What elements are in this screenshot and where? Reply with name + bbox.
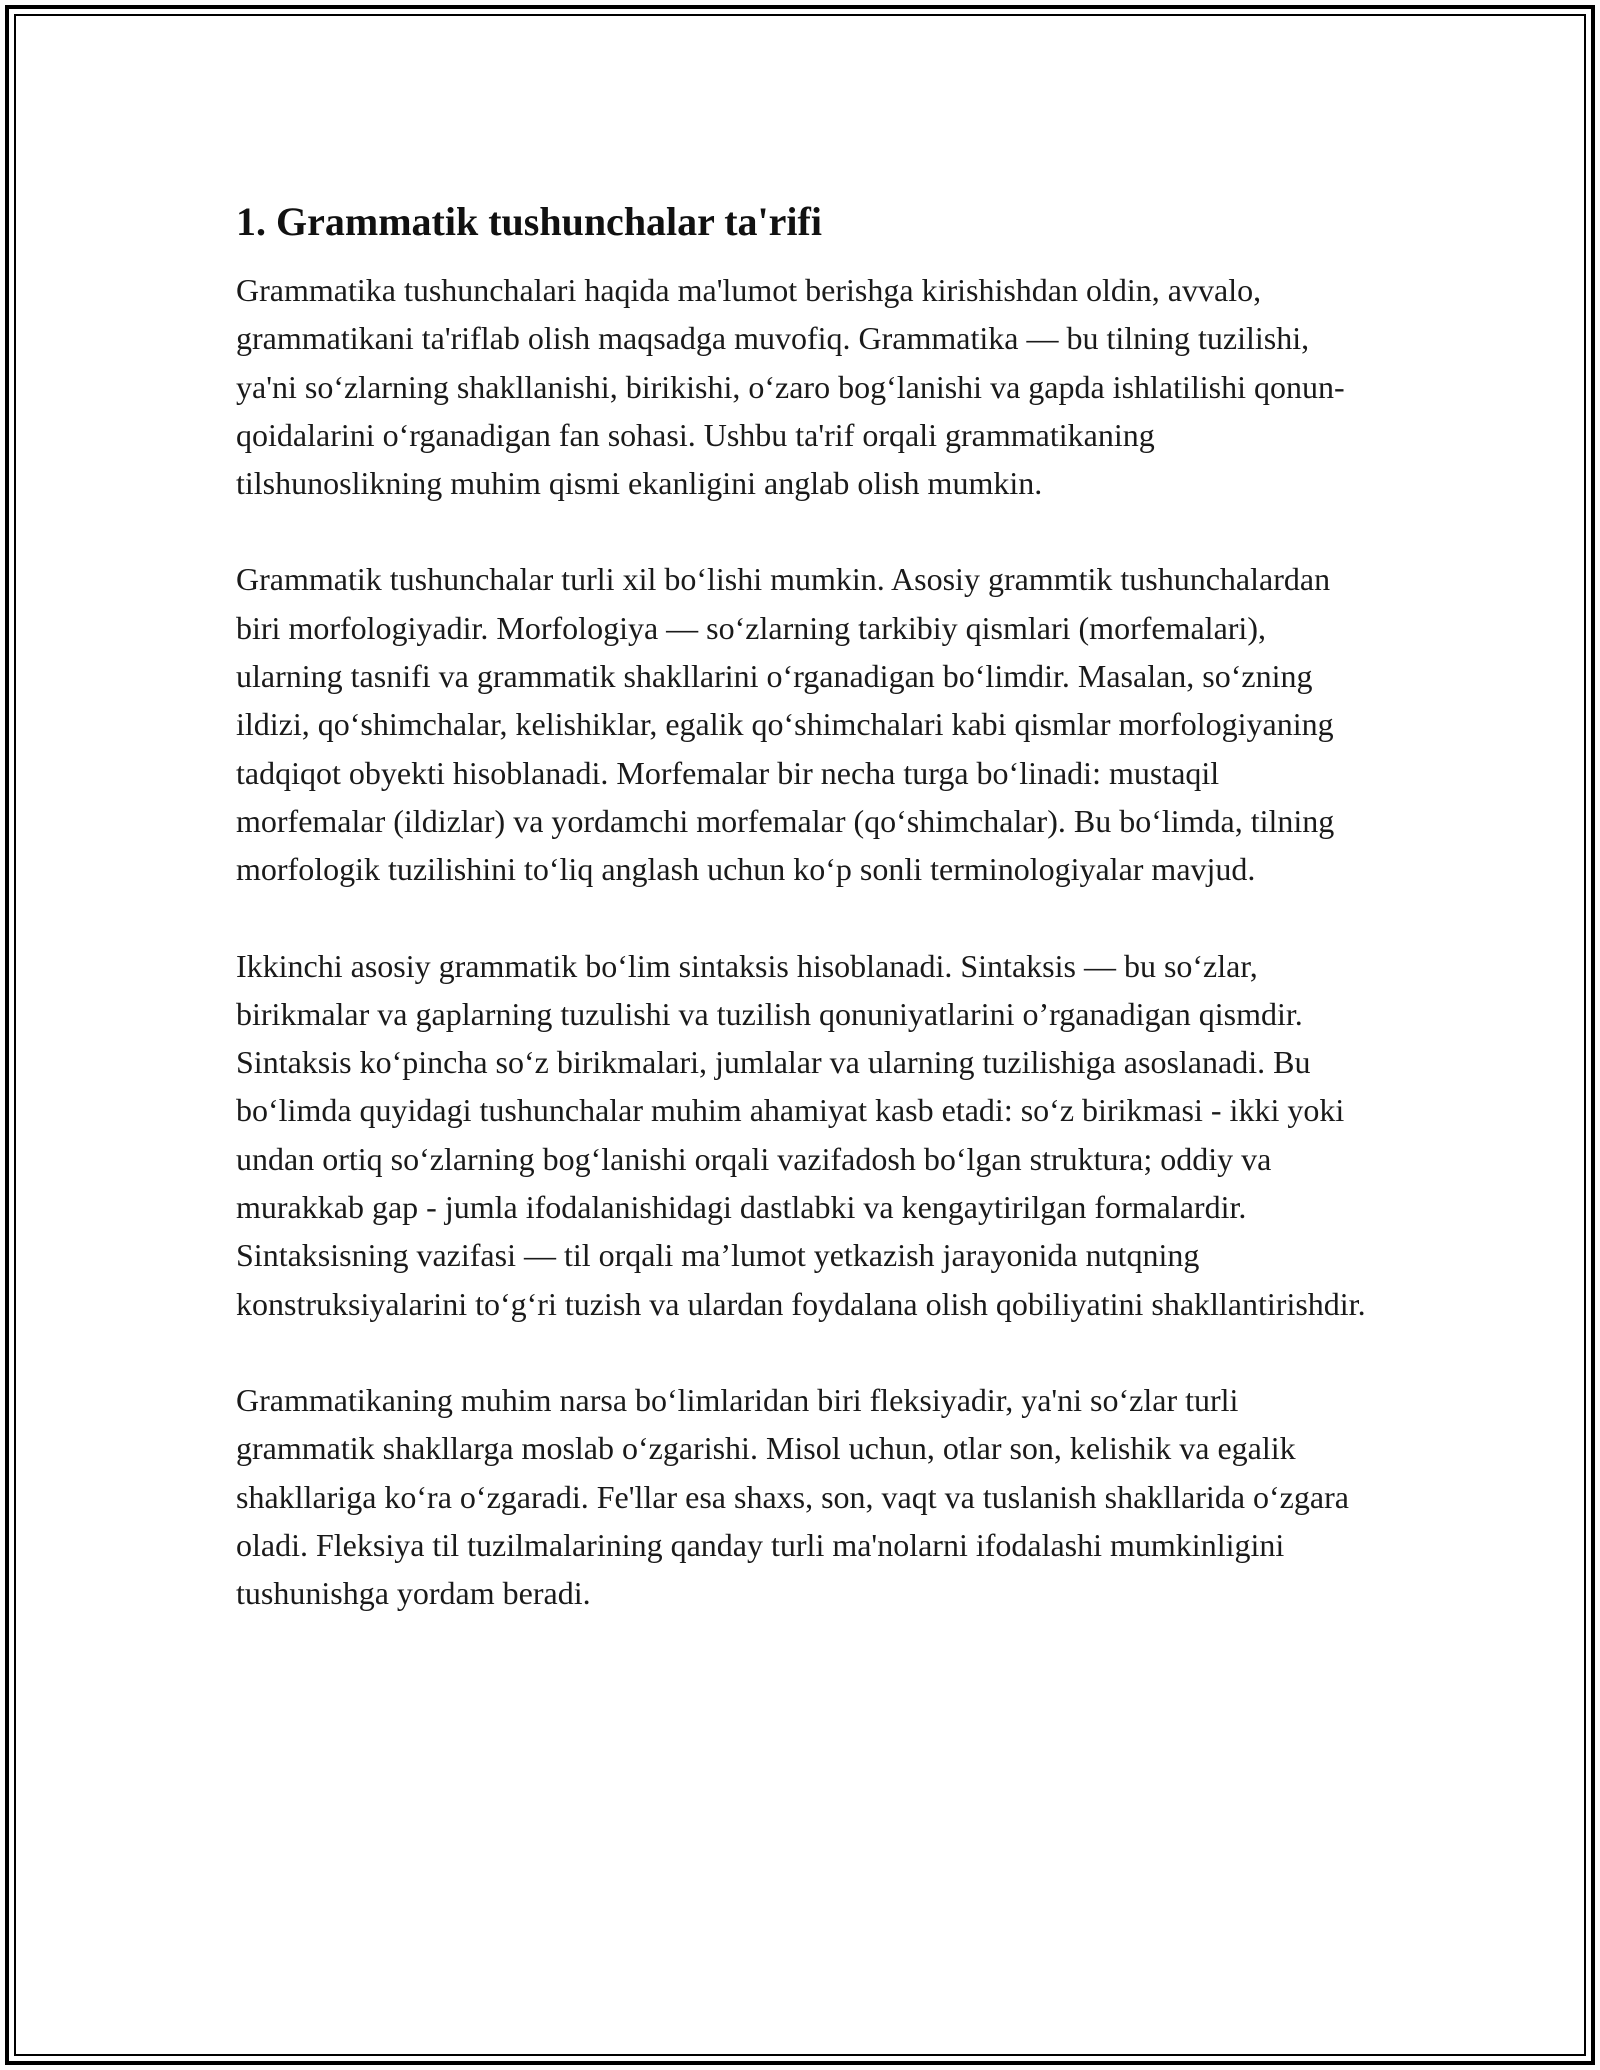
- paragraph-morphology: Grammatik tushunchalar turli xil bo‘lishi mumkin. Asosiy grammtik tushunchalardan biri morfologiyadir. Morfologiya — so‘zlarning tarkibiy qismlari (morfemalari), ularning tasnifi va grammatik shakllarini o‘rganadigan bo‘limdir. Masalan, so‘zning ildizi, qo‘shimchalar, kelishiklar, egalik qo‘shimchalari kabi qismlar morfologiyaning tadqiqot obyekti hisoblanadi. Morfemalar bir necha turga bo‘linadi: mustaqil morfemalar (ildizlar) va yordamchi morfemalar (qo‘shimchalar). Bu bo‘limda, tilning morfologik tuzilishini to‘liq anglash uchun ko‘p sonli terminologiyalar mavjud.: [236, 561, 1335, 888]
- paragraph-syntax: Ikkinchi asosiy grammatik bo‘lim sintaksis hisoblanadi. Sintaksis — bu so‘zlar, birikmalar va gaplarning tuzulishi va tuzilish qonuniyatlarini o’rganadigan qismdir. Sintaksis ko‘pincha so‘z birikmalari, jumlalar va ularning tuzilishiga asoslanadi. Bu bo‘limda quyidagi tushunchalar muhim ahamiyat kasb etadi: so‘z birikmasi - ikki yoki undan ortiq so‘zlarning bog‘lanishi orqali vazifadosh bo‘lgan struktura; oddiy va murakkab gap - jumla ifodalanishidagi dastlabki va kengaytirilgan formalardir. Sintaksisning vazifasi — til orqali ma’lumot yetkazish jarayonida nutqning konstruksiyalarini to‘g‘ri tuzish va ulardan foydalana olish qobiliyatini shakllantirishdir.: [236, 947, 1366, 1322]
- section-heading: 1. Grammatik tushunchalar ta'rifi: [236, 199, 822, 244]
- paragraph-inflection: Grammatikaning muhim narsa bo‘limlaridan biri fleksiyadir, ya'ni so‘zlar turli grammatik shakllarga moslab o‘zgarishi. Misol uchun, otlar son, kelishik va egalik shakllariga ko‘ra o‘zgaradi. Fe'llar esa shaxs, son, vaqt va tuslanish shakllarida o‘zgara oladi. Fleksiya til tuzilmalarining qanday turli ma'nolarni ifodalashi mumkinligini tushunishga yordam beradi.: [236, 1381, 1349, 1612]
- paragraph-grammar-definition: Grammatika tushunchalari haqida ma'lumot berishga kirishishdan oldin, avvalo, grammatikani ta'riflab olish maqsadga muvofiq. Grammatika — bu tilning tuzilishi, ya'ni so‘zlarning shakllanishi, birikishi, o‘zaro bog‘lanishi va gapda ishlatilishi qonun-qoidalarini o‘rganadigan fan sohasi. Ushbu ta'rif orqali grammatikaning tilshunoslikning muhim qismi ekanligini anglab olish mumkin.: [236, 272, 1345, 502]
- document-body: [236, 180, 1366, 1665]
